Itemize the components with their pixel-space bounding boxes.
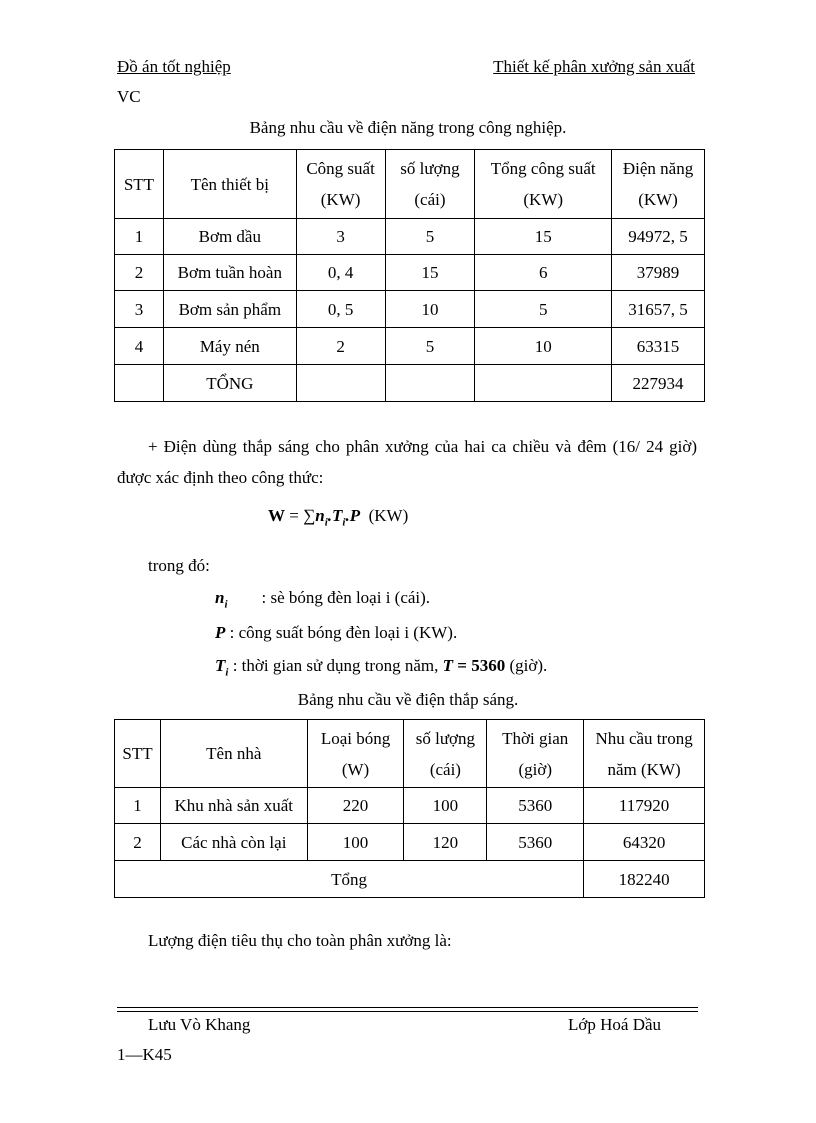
cell-stt: 2 xyxy=(115,824,161,861)
footer-divider-bottom xyxy=(117,1011,698,1012)
def-p: P : công suất bóng đèn loại i (KW). xyxy=(215,623,458,642)
col-name: Tên thiết bị xyxy=(163,150,296,219)
cell-need: 64320 xyxy=(584,824,705,861)
cell-time: 5360 xyxy=(487,824,584,861)
cell-type: 220 xyxy=(307,788,404,824)
col-type: Loại bóng (W) xyxy=(307,720,404,788)
cell-energy: 63315 xyxy=(612,328,705,365)
header-right: Thiết kế phân xưởng sản xuất xyxy=(493,57,695,76)
cell-energy: 31657, 5 xyxy=(612,291,705,328)
def-n: $n_i$ : sè bóng đèn loại i (cái). xyxy=(215,588,431,611)
table-row xyxy=(115,328,705,365)
def-t: $T_i$ : thời gian sử dụng trong năm, T = 5360 (giờ). xyxy=(215,656,548,679)
header-sub: VC xyxy=(117,87,141,106)
col-power: Công suất (KW) xyxy=(296,150,385,219)
table-header-row xyxy=(115,150,705,219)
cell-power: 2 xyxy=(296,328,385,365)
col-stt: STT xyxy=(115,150,164,219)
total-value: 227934 xyxy=(612,365,705,402)
table-row xyxy=(115,291,705,328)
cell-total: 15 xyxy=(475,219,612,255)
cell-name: Bơm dầu xyxy=(163,219,296,255)
cell-qty: 15 xyxy=(385,255,475,291)
total-label: TỔNG xyxy=(163,365,296,402)
where-label: trong đó: xyxy=(148,556,210,575)
formula: $W = \sum n_i.T_i.P$ (KW) xyxy=(268,506,409,529)
cell-time: 5360 xyxy=(487,788,584,824)
paragraph-total-consumption: Lượng điện tiêu thụ cho toàn phân xưởng là: xyxy=(148,931,452,950)
table-total-row xyxy=(115,861,705,898)
cell-stt: 1 xyxy=(115,788,161,824)
col-need: Nhu cầu trong năm (KW) xyxy=(584,720,705,788)
cell-name: Bơm tuần hoàn xyxy=(163,255,296,291)
cell-type: 100 xyxy=(307,824,404,861)
cell-energy: 37989 xyxy=(612,255,705,291)
cell-empty xyxy=(115,365,164,402)
cell-qty: 10 xyxy=(385,291,475,328)
cell-stt: 4 xyxy=(115,328,164,365)
table-row xyxy=(115,219,705,255)
total-value: 182240 xyxy=(584,861,705,898)
cell-stt: 3 xyxy=(115,291,164,328)
cell-empty xyxy=(385,365,475,402)
cell-empty xyxy=(475,365,612,402)
cell-total: 6 xyxy=(475,255,612,291)
table-row xyxy=(115,788,705,824)
cell-total: 5 xyxy=(475,291,612,328)
cell-qty: 5 xyxy=(385,328,475,365)
footer-class: Lớp Hoá Dầu xyxy=(568,1015,662,1034)
cell-qty: 100 xyxy=(404,788,487,824)
cell-name: Bơm sản phẩm xyxy=(163,291,296,328)
total-label: Tổng xyxy=(115,861,584,898)
paragraph-lighting: + Điện dùng thắp sáng cho phân xưởng của hai ca chiều và đêm (16/ 24 giờ) được xác định theo công thức: xyxy=(117,437,697,487)
cell-qty: 120 xyxy=(404,824,487,861)
header-left: Đồ án tốt nghiệp xyxy=(117,57,231,76)
cell-power: 3 xyxy=(296,219,385,255)
cell-name: Các nhà còn lại xyxy=(160,824,307,861)
cell-energy: 94972, 5 xyxy=(612,219,705,255)
cell-stt: 1 xyxy=(115,219,164,255)
table-header-row xyxy=(115,720,705,788)
cell-qty: 5 xyxy=(385,219,475,255)
cell-need: 117920 xyxy=(584,788,705,824)
footer-author: Lưu Vò Khang xyxy=(148,1015,251,1034)
table1-caption: Bảng nhu cầu về điện năng trong công nghiệp. xyxy=(249,118,567,137)
cell-total: 10 xyxy=(475,328,612,365)
cell-empty xyxy=(296,365,385,402)
cell-name: Máy nén xyxy=(163,328,296,365)
col-name: Tên nhà xyxy=(160,720,307,788)
cell-name: Khu nhà sản xuất xyxy=(160,788,307,824)
col-time: Thời gian (giờ) xyxy=(487,720,584,788)
table-total-row xyxy=(115,365,705,402)
cell-power: 0, 4 xyxy=(296,255,385,291)
table-row xyxy=(115,255,705,291)
cell-power: 0, 5 xyxy=(296,291,385,328)
cell-stt: 2 xyxy=(115,255,164,291)
col-total: Tổng công suất (KW) xyxy=(475,150,612,219)
col-stt: STT xyxy=(115,720,161,788)
col-energy: Điện năng (KW) xyxy=(612,150,705,219)
footer-sub: 1—K45 xyxy=(117,1045,172,1064)
col-qty: số lượng (cái) xyxy=(404,720,487,788)
table-lighting-energy xyxy=(114,719,705,898)
table-row xyxy=(115,824,705,861)
table2-caption: Bảng nhu cầu về điện thắp sáng. xyxy=(297,690,519,709)
footer-divider-top xyxy=(117,1007,698,1008)
table-industrial-energy xyxy=(114,149,705,402)
col-qty: số lượng (cái) xyxy=(385,150,475,219)
